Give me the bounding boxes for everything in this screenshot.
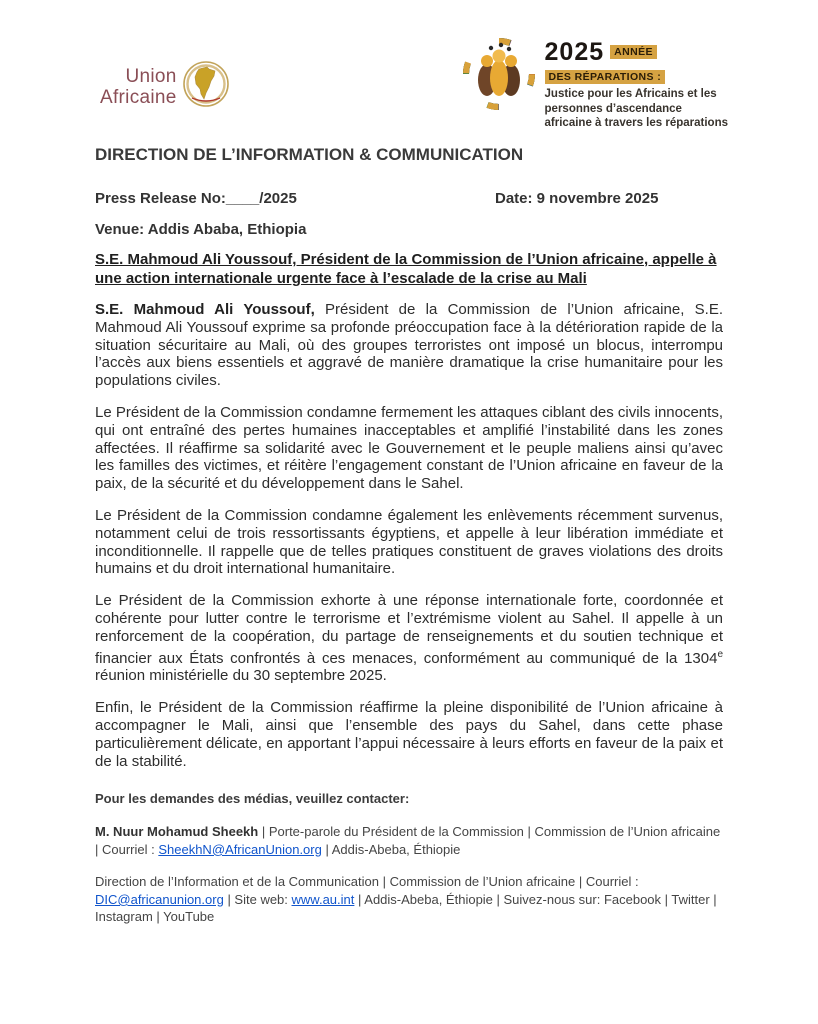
- reparations-tagline-1: Justice pour les Africains et les: [544, 88, 717, 100]
- press-release-number: Press Release No:____/2025: [95, 190, 297, 207]
- contact-directorate: [95, 873, 723, 926]
- reparations-tag-annee: ANNÉE: [610, 45, 657, 59]
- reparations-tagline-2: personnes d’ascendance: [544, 102, 682, 115]
- paragraph-1-text: Président de la Commission de l’Union africaine, S.E. Mahmoud Ali Youssouf exprime sa profonde préoccupation face à la détérioration rapide de la situation sécuritaire au Mali, où des groupes terroristes ont imposé un blocus, interrompu l’accès aux biens essentiels et aggravé de manière dramatique la crise humanitaire pour les populations civiles.: [95, 301, 723, 390]
- press-release-title: S.E. Mahmoud Ali Youssouf, Président de la Commission de l’Union africaine, appelle à une action internationale urgente face à l’escalade de la crise au Mali: [95, 251, 717, 287]
- african-union-logo-text: [100, 66, 177, 108]
- paragraph-1: [95, 301, 723, 390]
- page-header: [100, 36, 728, 131]
- press-release-date: Date: 9 novembre 2025: [495, 190, 659, 207]
- document-body: [95, 145, 723, 941]
- reparations-tag-des-reparations: DES RÉPARATIONS :: [545, 70, 666, 84]
- contact-directorate-intro: Direction de l’Information et de la Communication | Commission de l’Union africaine | Courriel :: [95, 874, 639, 890]
- paragraph-3: Le Président de la Commission condamne également les enlèvements récemment survenus, notamment celui de trois ressortissants égyptiens, et appelle à leur libération immédiate et inconditionnelle. Il rappelle que de telles pratiques constituent de graves violations des droits humains et du droit international humanitaire.: [95, 506, 723, 578]
- contact-spokesperson-name: M. Nuur Mohamud Sheekh: [95, 824, 259, 840]
- african-union-logo: [100, 60, 230, 113]
- reparations-year: 2025: [544, 38, 605, 66]
- contact-spokesperson-role: | Porte-parole du Président de la Commission | Commission de l’Union africaine | Courriel :: [95, 824, 721, 857]
- contact-spokesperson-location: | Addis-Abeba, Éthiopie: [321, 841, 461, 857]
- directorate-email-link[interactable]: DIC@africanunion.org: [95, 891, 224, 907]
- au-logo-line2: Africaine: [100, 86, 177, 108]
- contact-directorate-siteweb-label: | Site web:: [223, 891, 292, 907]
- reparations-logo-text: [545, 36, 728, 131]
- reparations-2025-logo: [461, 36, 728, 131]
- paragraph-4: [95, 592, 723, 685]
- au-logo-line1: Union: [125, 65, 177, 87]
- spokesperson-email-link[interactable]: SheekhN@AfricanUnion.org: [158, 841, 322, 857]
- paragraph-1-bold-lead: S.E. Mahmoud Ali Youssouf,: [95, 301, 315, 318]
- reparations-tagline-3: africaine à travers les réparations: [544, 117, 728, 129]
- paragraph-4-ordinal-superscript: e: [717, 648, 723, 660]
- press-release-meta-row: [95, 190, 723, 207]
- contact-spokesperson: [95, 823, 723, 858]
- media-contact-heading: Pour les demandes des médias, veuillez contacter:: [95, 791, 410, 807]
- contact-directorate-social: | Addis-Abeba, Éthiopie | Suivez-nous sur: Facebook | Twitter | Instagram | YouTube: [95, 891, 717, 925]
- paragraph-5: Enfin, le Président de la Commission réaffirme la pleine disponibilité de l’Union africaine à accompagner le Mali, ainsi que l’ensemble des pays du Sahel, dans cette phase particulièrement délicate, en apportant l’appui nécessaire à leurs efforts en faveur de la paix et de la stabilité.: [95, 699, 723, 770]
- reparations-emblem-icon: [461, 36, 537, 117]
- department-heading: DIRECTION DE L’INFORMATION & COMMUNICATION: [95, 145, 524, 164]
- paragraph-4-text-a: Le Président de la Commission exhorte à une réponse internationale forte, coordonnée et cohérente pour lutter contre le terrorisme et l’extrémisme violent au Sahel. Il appelle à un renforcement de la coopération, du partage de renseignements et du soutien technique et financier aux États confrontés à ces menaces, conformément au communiqué de la 1304: [95, 592, 723, 667]
- paragraph-4-text-b: réunion ministérielle du 30 septembre 2025.: [95, 667, 387, 685]
- au-emblem-icon: [182, 60, 230, 113]
- au-website-link[interactable]: www.au.int: [291, 891, 355, 907]
- venue-line: Venue: Addis Ababa, Ethiopia: [95, 221, 307, 238]
- paragraph-2: Le Président de la Commission condamne fermement les attaques ciblant des civils innocents, qui ont entraîné des pertes humaines inacceptables et amplifié l’instabilité dans les zones affectées. Il réaffirme sa solidarité avec le Gouvernement et le peuple maliens ainsi qu’avec les familles des victimes, et réitère l’engagement constant de l’Union africaine en faveur de la paix, de la sécurité et du développement dans le Sahel.: [95, 403, 723, 493]
